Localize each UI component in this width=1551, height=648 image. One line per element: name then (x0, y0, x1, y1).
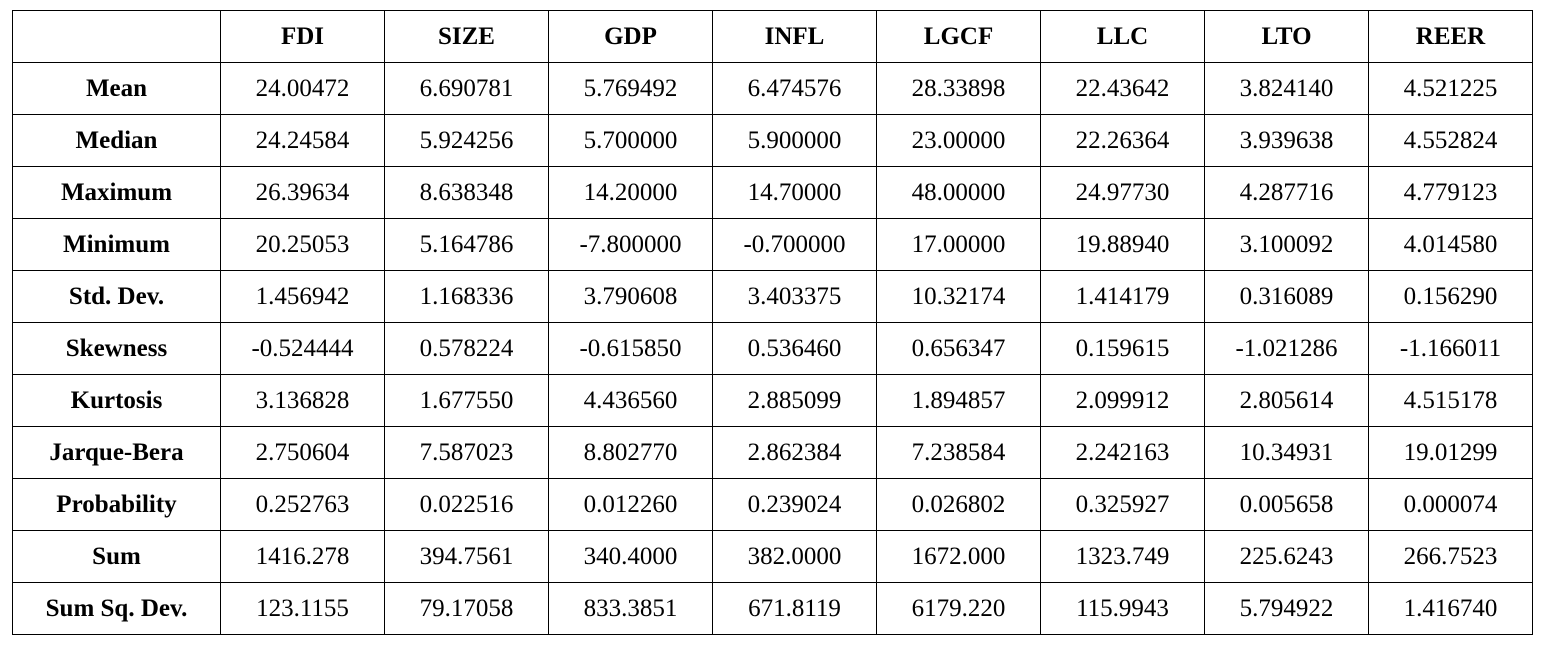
table-cell: 79.17058 (385, 583, 549, 635)
row-label: Jarque-Bera (13, 427, 221, 479)
table-cell: 0.325927 (1041, 479, 1205, 531)
table-row (13, 271, 1533, 323)
table-cell: 28.33898 (877, 63, 1041, 115)
table-cell: 2.862384 (713, 427, 877, 479)
table-cell: 6.474576 (713, 63, 877, 115)
table-cell: 7.587023 (385, 427, 549, 479)
table-cell: 20.25053 (221, 219, 385, 271)
table-cell: 4.515178 (1369, 375, 1533, 427)
column-header-reer: REER (1369, 11, 1533, 63)
table-cell: 1323.749 (1041, 531, 1205, 583)
table-cell: 3.939638 (1205, 115, 1369, 167)
column-header-llc: LLC (1041, 11, 1205, 63)
table-cell: 0.316089 (1205, 271, 1369, 323)
table-cell: 7.238584 (877, 427, 1041, 479)
table-cell: 3.100092 (1205, 219, 1369, 271)
table-row (13, 219, 1533, 271)
table-cell: 0.239024 (713, 479, 877, 531)
table-row (13, 427, 1533, 479)
table-cell: -0.700000 (713, 219, 877, 271)
table-cell: 10.32174 (877, 271, 1041, 323)
table-cell: 4.552824 (1369, 115, 1533, 167)
table-cell: 3.136828 (221, 375, 385, 427)
table-cell: 0.022516 (385, 479, 549, 531)
table-cell: 2.885099 (713, 375, 877, 427)
table-cell: 48.00000 (877, 167, 1041, 219)
table-cell: 2.242163 (1041, 427, 1205, 479)
table-cell: 1.416740 (1369, 583, 1533, 635)
table-row (13, 375, 1533, 427)
table-cell: 4.014580 (1369, 219, 1533, 271)
table-cell: 0.536460 (713, 323, 877, 375)
table-cell: 1.414179 (1041, 271, 1205, 323)
header-row (13, 11, 1533, 63)
table-cell: 1.894857 (877, 375, 1041, 427)
table-cell: 23.00000 (877, 115, 1041, 167)
row-label: Std. Dev. (13, 271, 221, 323)
table-cell: -0.615850 (549, 323, 713, 375)
table-cell: -0.524444 (221, 323, 385, 375)
table-cell: 0.578224 (385, 323, 549, 375)
table-cell: 10.34931 (1205, 427, 1369, 479)
table-cell: 0.159615 (1041, 323, 1205, 375)
table-row (13, 531, 1533, 583)
table-cell: 225.6243 (1205, 531, 1369, 583)
table-cell: 3.824140 (1205, 63, 1369, 115)
table-cell: 394.7561 (385, 531, 549, 583)
table-cell: 6.690781 (385, 63, 549, 115)
table-cell: 1416.278 (221, 531, 385, 583)
table-cell: 3.790608 (549, 271, 713, 323)
row-label: Probability (13, 479, 221, 531)
table-cell: 19.88940 (1041, 219, 1205, 271)
table-cell: 2.099912 (1041, 375, 1205, 427)
row-label: Sum (13, 531, 221, 583)
table-row (13, 323, 1533, 375)
table-cell: 382.0000 (713, 531, 877, 583)
table-cell: 0.656347 (877, 323, 1041, 375)
table-cell: 1.456942 (221, 271, 385, 323)
table-row (13, 63, 1533, 115)
table-cell: 1.168336 (385, 271, 549, 323)
table-cell: 5.924256 (385, 115, 549, 167)
table-cell: 8.802770 (549, 427, 713, 479)
table-row (13, 583, 1533, 635)
table-cell: 5.794922 (1205, 583, 1369, 635)
table-cell: 14.70000 (713, 167, 877, 219)
table-cell: 24.24584 (221, 115, 385, 167)
descriptive-statistics-table (12, 10, 1533, 635)
table-cell: 0.000074 (1369, 479, 1533, 531)
table-cell: 833.3851 (549, 583, 713, 635)
table-cell: 3.403375 (713, 271, 877, 323)
table-cell: 4.779123 (1369, 167, 1533, 219)
table-cell: 22.26364 (1041, 115, 1205, 167)
row-label: Median (13, 115, 221, 167)
table-cell: 266.7523 (1369, 531, 1533, 583)
table-cell: 5.900000 (713, 115, 877, 167)
table-cell: 1672.000 (877, 531, 1041, 583)
row-label: Mean (13, 63, 221, 115)
column-header-fdi: FDI (221, 11, 385, 63)
row-label: Maximum (13, 167, 221, 219)
table-cell: 0.252763 (221, 479, 385, 531)
table-cell: 4.287716 (1205, 167, 1369, 219)
row-label: Sum Sq. Dev. (13, 583, 221, 635)
table-cell: 24.00472 (221, 63, 385, 115)
table-cell: 0.156290 (1369, 271, 1533, 323)
table-cell: 8.638348 (385, 167, 549, 219)
row-label: Minimum (13, 219, 221, 271)
table-cell: 0.005658 (1205, 479, 1369, 531)
table-cell: 115.9943 (1041, 583, 1205, 635)
table-cell: -7.800000 (549, 219, 713, 271)
table-cell: 22.43642 (1041, 63, 1205, 115)
table-cell: 2.750604 (221, 427, 385, 479)
table-cell: 123.1155 (221, 583, 385, 635)
table-cell: 24.97730 (1041, 167, 1205, 219)
table-cell: 1.677550 (385, 375, 549, 427)
table-cell: 6179.220 (877, 583, 1041, 635)
row-label: Kurtosis (13, 375, 221, 427)
table-cell: 26.39634 (221, 167, 385, 219)
column-header-lto: LTO (1205, 11, 1369, 63)
table-cell: 14.20000 (549, 167, 713, 219)
table-cell: 2.805614 (1205, 375, 1369, 427)
table-cell: -1.166011 (1369, 323, 1533, 375)
row-label: Skewness (13, 323, 221, 375)
table-row (13, 115, 1533, 167)
table-cell: 4.521225 (1369, 63, 1533, 115)
table-row (13, 479, 1533, 531)
table-cell: -1.021286 (1205, 323, 1369, 375)
column-header-lgcf: LGCF (877, 11, 1041, 63)
table-cell: 5.769492 (549, 63, 713, 115)
column-header-gdp: GDP (549, 11, 713, 63)
table-cell: 17.00000 (877, 219, 1041, 271)
column-header-infl: INFL (713, 11, 877, 63)
column-header-size: SIZE (385, 11, 549, 63)
table-cell: 4.436560 (549, 375, 713, 427)
table-row (13, 167, 1533, 219)
table-cell: 0.012260 (549, 479, 713, 531)
table-cell: 5.164786 (385, 219, 549, 271)
table-cell: 5.700000 (549, 115, 713, 167)
table-cell: 0.026802 (877, 479, 1041, 531)
table-cell: 340.4000 (549, 531, 713, 583)
table-body (13, 63, 1533, 635)
table-cell: 19.01299 (1369, 427, 1533, 479)
corner-cell (13, 11, 221, 63)
table-cell: 671.8119 (713, 583, 877, 635)
